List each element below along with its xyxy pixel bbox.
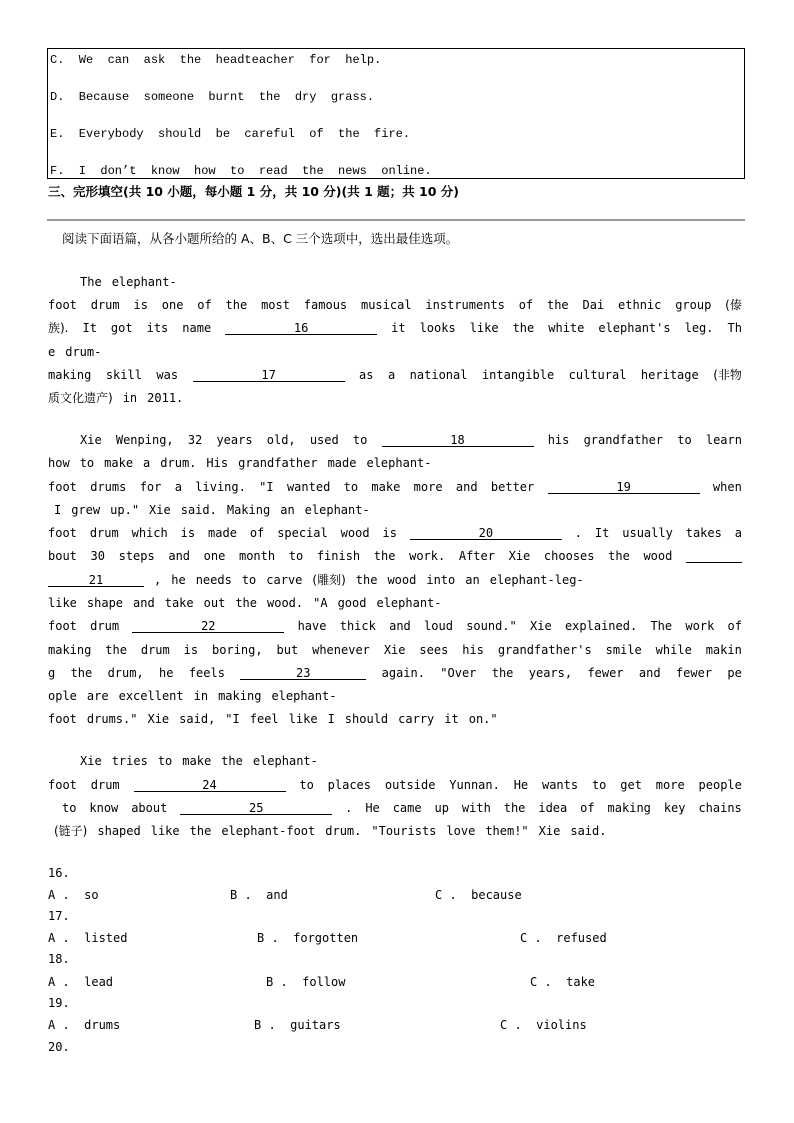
passage-line: 族). It got its name 16 it looks like the white elephant's leg. Th xyxy=(48,321,742,335)
passage-line: foot drum 24 to places outside Yunnan. He wants to get more people xyxy=(48,778,742,792)
passage-line: like shape and take out the wood. "A good elephant- xyxy=(48,596,442,610)
choice-c[interactable]: C . because xyxy=(435,888,522,902)
question-number: 17. xyxy=(48,909,70,923)
passage-line: how to make a drum. His grandfather made elephant- xyxy=(48,456,432,470)
passage-line: making the drum is boring, but whenever Xie sees his grandfather's smile while makin xyxy=(48,643,742,657)
blank-17[interactable]: 17 xyxy=(193,368,345,382)
option-d: D. Because someone burnt the dry grass. xyxy=(50,90,375,104)
option-c: C. We can ask the headteacher for help. xyxy=(50,53,382,67)
passage-line: Xie Wenping, 32 years old, used to 18 his grandfather to learn xyxy=(80,433,742,447)
option-e: E. Everybody should be careful of the fire. xyxy=(50,127,411,141)
question-number: 18. xyxy=(48,952,70,966)
passage-line: foot drum 22 have thick and loud sound." Xie explained. The work of xyxy=(48,619,742,633)
choice-a[interactable]: A . listed xyxy=(48,931,128,945)
option-f: F. I don’t know how to read the news online. xyxy=(50,164,432,178)
passage-line: 21 , he needs to carve (雕刻) the wood into an elephant-leg- xyxy=(48,573,742,587)
passage-line: bout 30 steps and one month to finish the work. After Xie chooses the wood xyxy=(48,549,742,563)
blank-24[interactable]: 24 xyxy=(134,778,286,792)
passage-line: foot drum is one of the most famous musical instruments of the Dai ethnic group (傣 xyxy=(48,298,742,312)
blank-21-start[interactable] xyxy=(686,549,742,563)
passage-line: ople are excellent in making elephant- xyxy=(48,689,337,703)
passage-line: foot drum which is made of special wood is 20 . It usually takes a xyxy=(48,526,742,540)
question-number: 20. xyxy=(48,1040,70,1054)
question-number: 19. xyxy=(48,996,70,1010)
passage-line: making skill was 17 as a national intangible cultural heritage (非物 xyxy=(48,368,742,382)
blank-20[interactable]: 20 xyxy=(410,526,562,540)
blank-23[interactable]: 23 xyxy=(240,666,366,680)
passage-line: g the drum, he feels 23 again. "Over the years, fewer and fewer pe xyxy=(48,666,742,680)
question-number: 16. xyxy=(48,866,70,880)
choice-a[interactable]: A . so xyxy=(48,888,99,902)
options-box xyxy=(47,48,745,179)
choice-a[interactable]: A . drums xyxy=(48,1018,121,1032)
blank-18[interactable]: 18 xyxy=(382,433,534,447)
passage-line: e drum- xyxy=(48,345,102,359)
blank-25[interactable]: 25 xyxy=(180,801,332,815)
passage-line: I grew up." Xie said. Making an elephant- xyxy=(54,503,370,517)
choice-a[interactable]: A . lead xyxy=(48,975,114,989)
passage-line: (链子) shaped like the elephant-foot drum. "Tourists love them!" Xie said. xyxy=(54,824,607,838)
choice-b[interactable]: B . guitars xyxy=(254,1018,341,1032)
choice-c[interactable]: C . refused xyxy=(520,931,607,945)
passage-line: The elephant- xyxy=(80,275,177,289)
choice-b[interactable]: B . and xyxy=(230,888,288,902)
passage-line: 质文化遗产) in 2011. xyxy=(48,391,184,405)
section-divider xyxy=(47,219,745,221)
blank-21[interactable]: 21 xyxy=(48,573,144,587)
blank-19[interactable]: 19 xyxy=(548,480,700,494)
passage-line: Xie tries to make the elephant- xyxy=(80,754,318,768)
blank-16[interactable]: 16 xyxy=(225,321,377,335)
choice-b[interactable]: B . forgotten xyxy=(257,931,359,945)
choice-b[interactable]: B . follow xyxy=(266,975,346,989)
passage-line: foot drums for a living. "I wanted to make more and better 19 when xyxy=(48,480,742,494)
choice-c[interactable]: C . take xyxy=(530,975,596,989)
blank-22[interactable]: 22 xyxy=(132,619,284,633)
section-title: 三、完形填空(共 10 小题，每小题 1 分，共 10 分)(共 1 题；共 10 分) xyxy=(48,184,459,199)
choice-c[interactable]: C . violins xyxy=(500,1018,587,1032)
passage-line: to know about 25 . He came up with the idea of making key chains xyxy=(62,801,742,815)
passage-line: foot drums." Xie said, "I feel like I should carry it on." xyxy=(48,712,498,726)
instruction: 阅读下面语篇，从各小题所给的 A、B、C 三个选项中，选出最佳选项。 xyxy=(62,231,459,246)
